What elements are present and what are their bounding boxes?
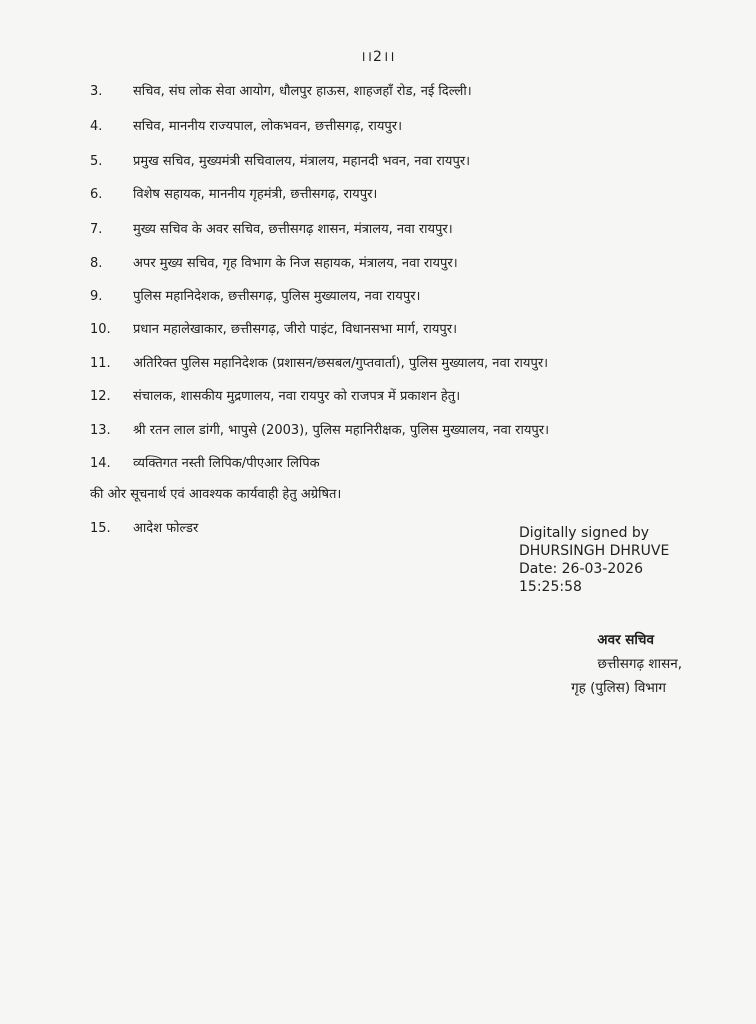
designation-title: अवर सचिव [597, 632, 654, 648]
item-text: प्रमुख सचिव, मुख्यमंत्री सचिवालय, मंत्रालय, महानदी भवन, नवा रायपुर। [133, 154, 471, 169]
item-number: 11. [90, 356, 111, 371]
item-number: 5. [90, 154, 103, 169]
signature-label: Digitally signed by [519, 525, 650, 541]
item-text: सचिव, माननीय राज्यपाल, लोकभवन, छत्तीसगढ़, रायपुर। [133, 119, 403, 134]
item-number: 3. [90, 84, 103, 99]
item-number: 15. [90, 521, 111, 536]
signature-time: 15:25:58 [519, 579, 582, 595]
designation-government: छत्तीसगढ़ शासन, [597, 656, 682, 672]
item-text: श्री रतन लाल डांगी, भापुसे (2003), पुलिस महानिरीक्षक, पुलिस मुख्यालय, नवा रायपुर। [133, 423, 550, 438]
item-text: प्रधान महालेखाकार, छत्तीसगढ़, जीरो पाइंट, विधानसभा मार्ग, रायपुर। [133, 322, 458, 337]
item-number: 7. [90, 222, 103, 237]
item-number: 10. [90, 322, 111, 337]
item-text: पुलिस महानिदेशक, छत्तीसगढ़, पुलिस मुख्यालय, नवा रायपुर। [133, 289, 421, 304]
digital-signature [519, 524, 669, 596]
item-text: सचिव, संघ लोक सेवा आयोग, धौलपुर हाऊस, शाहजहाँ रोड, नई दिल्ली। [133, 84, 472, 99]
item-number: 9. [90, 289, 103, 304]
designation-block [520, 628, 700, 700]
designation-department: गृह (पुलिस) विभाग [571, 680, 666, 696]
item-text: संचालक, शासकीय मुद्रणालय, नवा रायपुर को राजपत्र में प्रकाशन हेतु। [133, 389, 461, 404]
signature-date: Date: 26-03-2026 [519, 561, 643, 577]
item-text: आदेश फोल्डर [133, 521, 199, 536]
item-number: 13. [90, 423, 111, 438]
item-number: 14. [90, 456, 111, 471]
forwarding-note: की ओर सूचनार्थ एवं आवश्यक कार्यवाही हेतु अग्रेषित। [90, 487, 342, 502]
item-number: 8. [90, 256, 103, 271]
item-text: अपर मुख्य सचिव, गृह विभाग के निज सहायक, मंत्रालय, नवा रायपुर। [133, 256, 458, 271]
item-text: अतिरिक्त पुलिस महानिदेशक (प्रशासन/छसबल/गुप्तवार्ता), पुलिस मुख्यालय, नवा रायपुर। [133, 356, 549, 371]
item-number: 4. [90, 119, 103, 134]
item-text: व्यक्तिगत नस्ती लिपिक/पीएआर लिपिक [133, 456, 320, 471]
item-number: 12. [90, 389, 111, 404]
page-number: ।।2।। [360, 49, 396, 65]
item-text: विशेष सहायक, माननीय गृहमंत्री, छत्तीसगढ़, रायपुर। [133, 187, 378, 202]
item-text: मुख्य सचिव के अवर सचिव, छत्तीसगढ़ शासन, मंत्रालय, नवा रायपुर। [133, 222, 453, 237]
item-number: 6. [90, 187, 103, 202]
signer-name: DHURSINGH DHRUVE [519, 543, 670, 559]
